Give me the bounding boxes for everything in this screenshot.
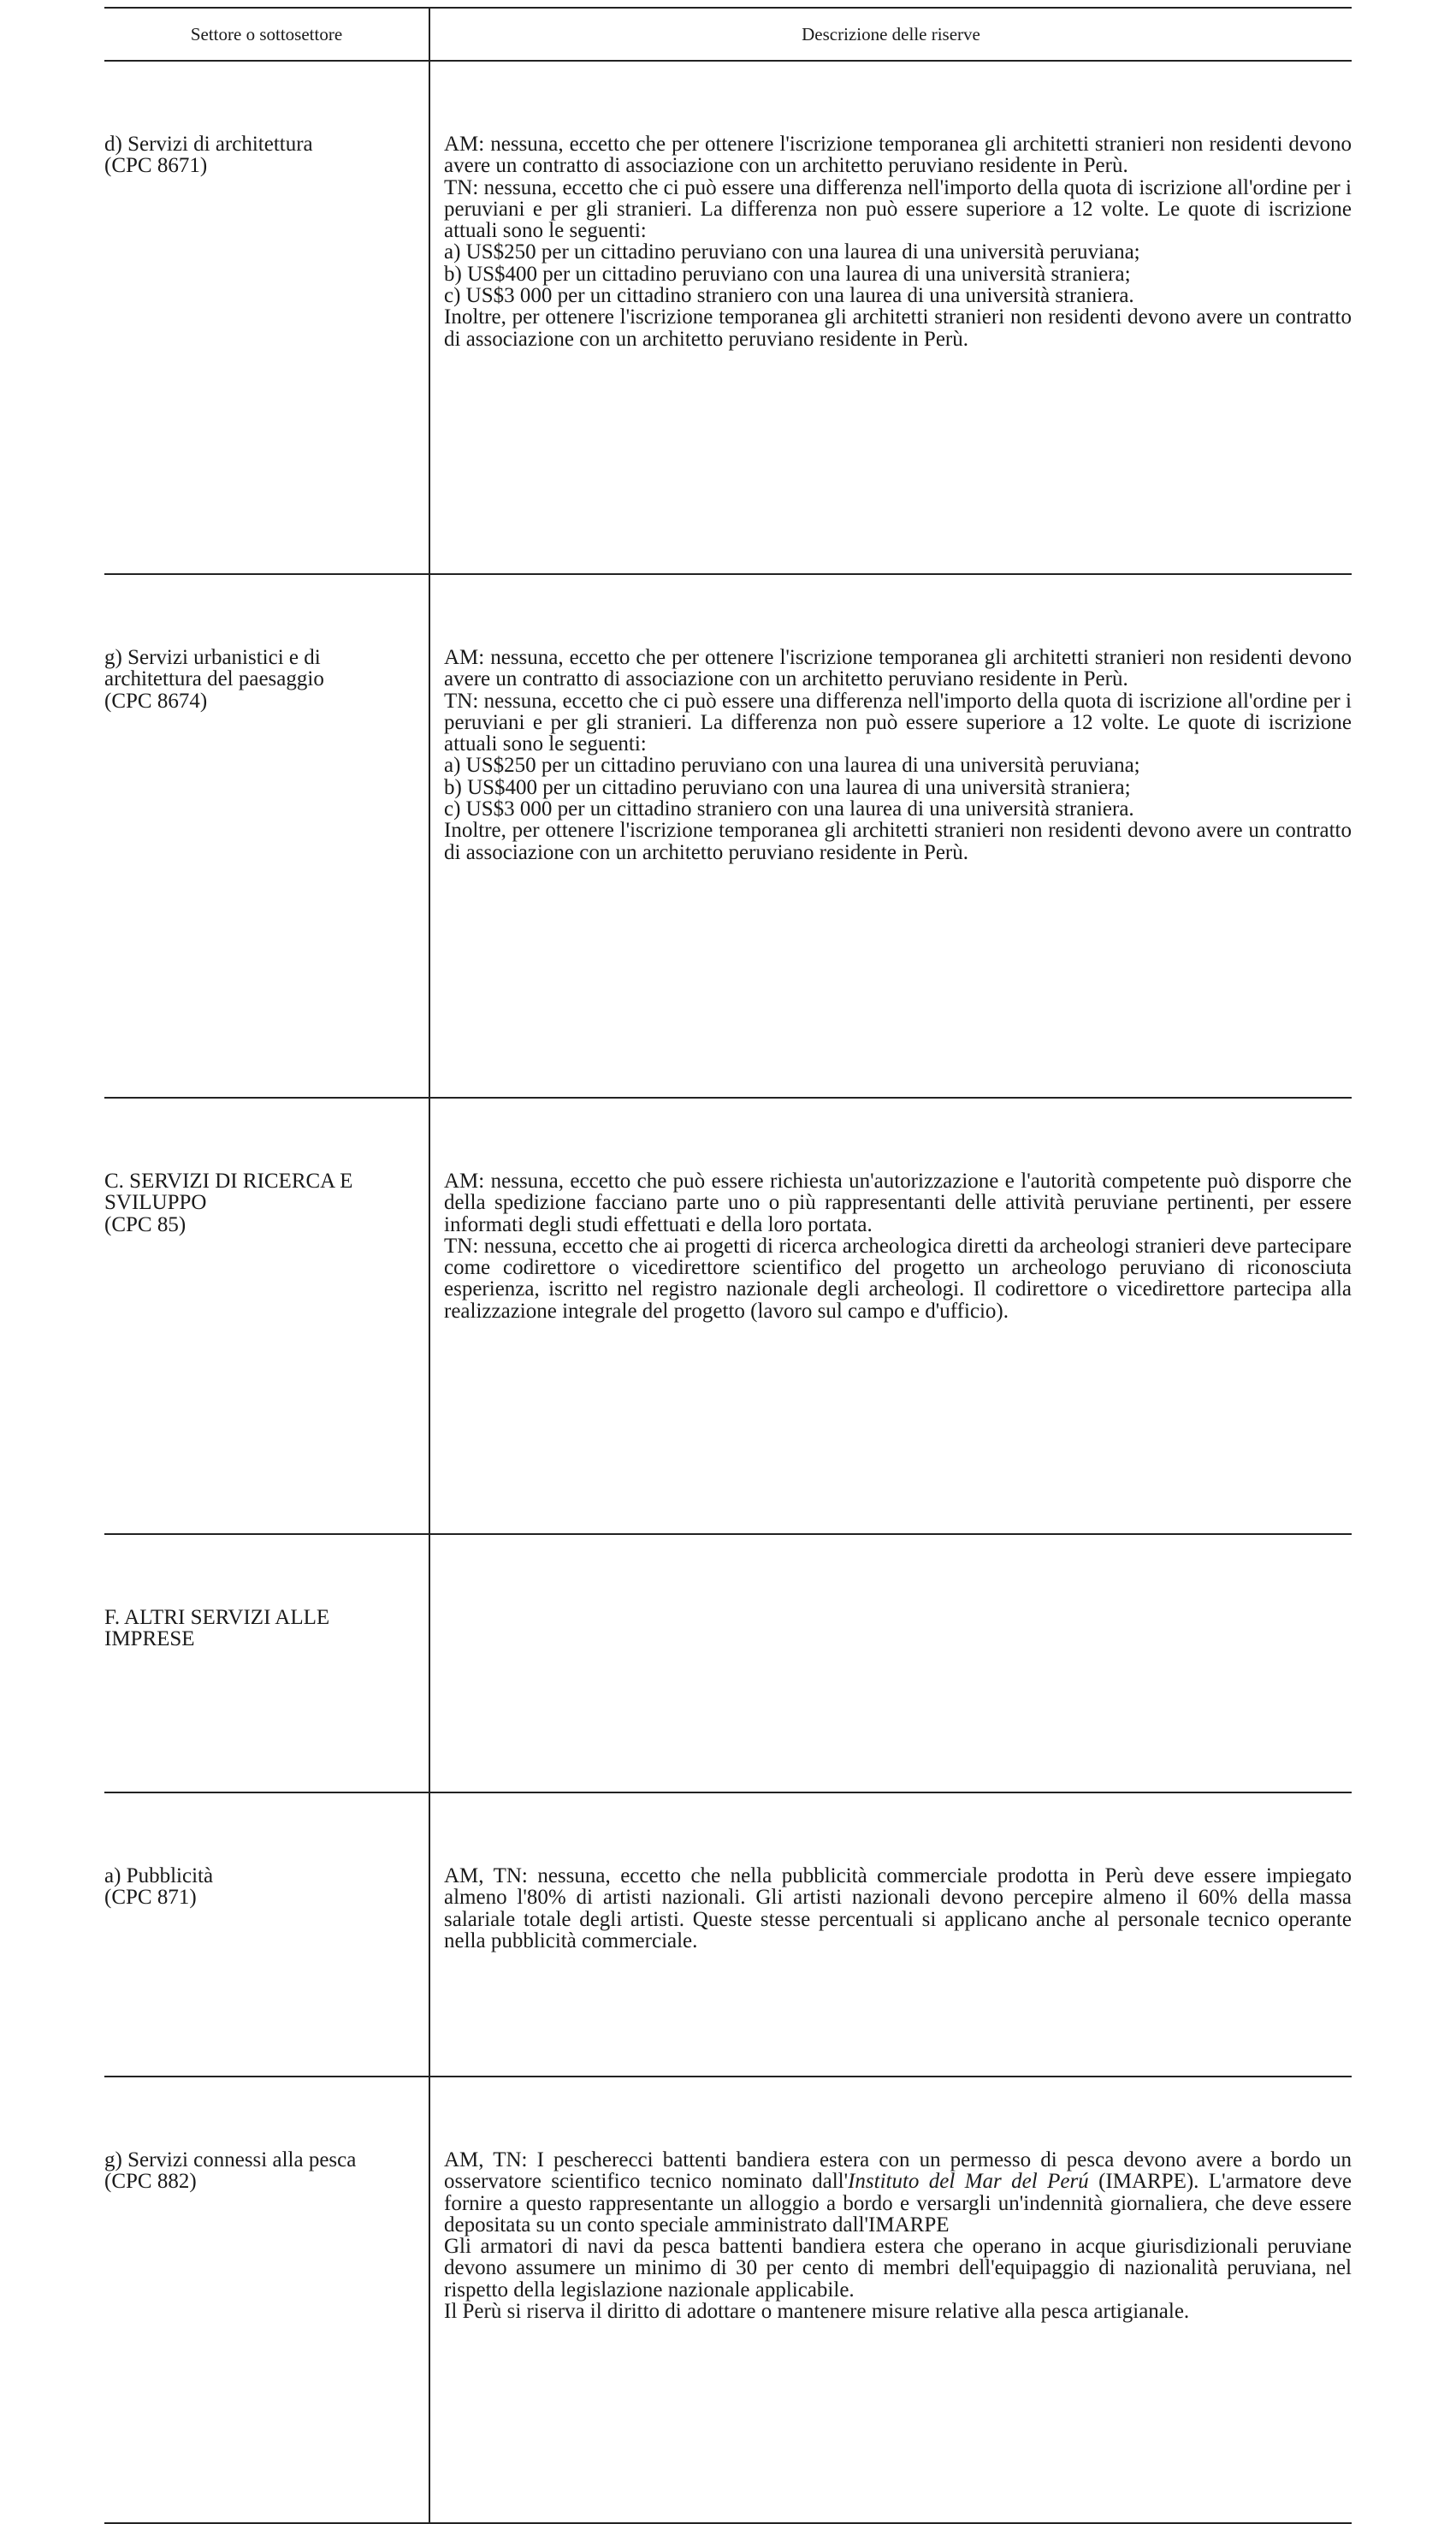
- institute-name: Instituto del Mar del Perú: [848, 2170, 1089, 2194]
- reservation-paragraph: Il Perù si riserva il diritto di adottare o mantenere misure relative alla pesca artigianale.: [444, 2300, 1190, 2324]
- sector-cell: [104, 1534, 429, 1792]
- reservation-paragraph: Inoltre, per ottenere l'iscrizione temporanea gli architetti stranieri non residenti devono avere un contratto di associazione con un architetto peruviano residente in Perù.: [444, 305, 1352, 351]
- sector-name: IMPRESE: [104, 1627, 195, 1651]
- sector-name: SVILUPPO: [104, 1191, 207, 1215]
- sector-code: (CPC 882): [104, 2170, 197, 2194]
- description-cell: [429, 1534, 1352, 1792]
- table-row: [104, 61, 1352, 574]
- document-page: [104, 7, 1352, 2524]
- sector-cell: [104, 1098, 429, 1534]
- sector-name: d) Servizi di architettura: [104, 133, 313, 156]
- reservation-paragraph: AM: nessuna, eccetto che può essere richiesta un'autorizzazione e l'autorità competente può disporre che della spedizione facciano parte uno o più rappresentanti delle attività peruviane pertinenti, per essere informati degli studi effettuati e della loro portata.: [444, 1170, 1352, 1236]
- reservation-paragraph: Inoltre, per ottenere l'iscrizione temporanea gli architetti stranieri non residenti devono avere un contratto di associazione con un architetto peruviano residente in Perù.: [444, 819, 1352, 864]
- description-cell: [429, 574, 1352, 1098]
- reservation-paragraph: TN: nessuna, eccetto che ci può essere una differenza nell'importo della quota di iscrizione all'ordine per i peruviani e per gli stranieri. La differenza non può essere superiore a 12 volte. Le quote di iscrizione attuali sono le seguenti:: [444, 175, 1352, 243]
- fee-item: a) US$250 per un cittadino peruviano con una laurea di una università peruviana;: [444, 754, 1140, 778]
- fee-item: b) US$400 per un cittadino peruviano con una laurea di una università straniera;: [444, 775, 1131, 799]
- sector-code: (CPC 871): [104, 1886, 197, 1910]
- reservation-paragraph: Gli armatori di navi da pesca battenti bandiera estera che operano in acque giurisdizionali peruviane devono assumere un minimo di 30 per cento di membri dell'equipaggio di nazionalità peruviana, nel rispetto della legislazione nazionale applicabile.: [444, 2235, 1352, 2302]
- reservation-paragraph: [444, 2149, 1352, 2236]
- reservations-table: [104, 7, 1352, 2524]
- description-cell: [429, 1098, 1352, 1534]
- sector-cell: [104, 61, 429, 574]
- reservation-paragraph: AM: nessuna, eccetto che per ottenere l'iscrizione temporanea gli architetti stranieri non residenti devono avere un contratto di associazione con un architetto peruviano residente in Perù.: [444, 133, 1352, 178]
- reservation-paragraph: AM: nessuna, eccetto che per ottenere l'iscrizione temporanea gli architetti stranieri non residenti devono avere un contratto di associazione con un architetto peruviano residente in Perù.: [444, 646, 1352, 691]
- header-sector: Settore o sottosettore: [104, 8, 429, 61]
- fee-item: c) US$3 000 per un cittadino straniero con una laurea di una università straniera.: [444, 797, 1134, 821]
- table-row: [104, 1792, 1352, 2077]
- sector-name: F. ALTRI SERVIZI ALLE: [104, 1606, 330, 1629]
- sector-cell: [104, 2077, 429, 2523]
- table-row: [104, 2077, 1352, 2523]
- table-row: [104, 1534, 1352, 1792]
- description-cell: [429, 2077, 1352, 2523]
- table-row: [104, 1098, 1352, 1534]
- fee-item: a) US$250 per un cittadino peruviano con una laurea di una università peruviana;: [444, 240, 1140, 264]
- sector-cell: [104, 574, 429, 1098]
- sector-name: architettura del paesaggio: [104, 667, 324, 691]
- sector-code: (CPC 8671): [104, 154, 208, 178]
- table-header-row: [104, 8, 1352, 61]
- text-run: AM, TN: I pescherecci battenti bandiera estera con un permesso di pesca devono avere a bordo un osservatore scientifico tecnico nominato dall': [444, 2148, 1352, 2194]
- text-run: (IMARPE). L'armatore deve fornire a questo rappresentante un alloggio a bordo e versargli un'indennità giornaliera, che deve essere depositata su un conto speciale amministrato dall'IMARPE: [444, 2170, 1352, 2237]
- reservation-paragraph: AM, TN: nessuna, eccetto che nella pubblicità commerciale prodotta in Perù deve essere impiegato almeno l'80% di artisti nazionali. Gli artisti nazionali devono percepire almeno il 60% della massa salariale totale degli artisti. Queste stesse percentuali si applicano anche al personale tecnico operante nella pubblicità commerciale.: [444, 1864, 1352, 1952]
- fee-item: c) US$3 000 per un cittadino straniero con una laurea di una università straniera.: [444, 284, 1134, 308]
- sector-name: C. SERVIZI DI RICERCA E: [104, 1170, 353, 1193]
- header-description: Descrizione delle riserve: [429, 8, 1352, 61]
- sector-name: g) Servizi urbanistici e di: [104, 646, 321, 669]
- sector-code: (CPC 8674): [104, 689, 208, 713]
- reservation-paragraph: TN: nessuna, eccetto che ci può essere una differenza nell'importo della quota di iscrizione all'ordine per i peruviani e per gli stranieri. La differenza non può essere superiore a 12 volte. Le quote di iscrizione attuali sono le seguenti:: [444, 689, 1352, 756]
- sector-code: (CPC 85): [104, 1212, 186, 1236]
- table-row: [104, 574, 1352, 1098]
- description-cell: [429, 61, 1352, 574]
- sector-name: a) Pubblicità: [104, 1864, 214, 1887]
- sector-cell: [104, 1792, 429, 2077]
- fee-item: b) US$400 per un cittadino peruviano con una laurea di una università straniera;: [444, 262, 1131, 286]
- description-cell: [429, 1792, 1352, 2077]
- reservation-paragraph: TN: nessuna, eccetto che ai progetti di ricerca archeologica diretti da archeologi stranieri deve partecipare come codirettore o vicedirettore scientifico del progetto un archeologo peruviano di riconosciuta esperienza, iscritto nel registro nazionale degli archeologi. Il codirettore o vicedirettore partecipa alla realizzazione integrale del progetto (lavoro sul campo e d'ufficio).: [444, 1234, 1352, 1323]
- sector-name: g) Servizi connessi alla pesca: [104, 2148, 357, 2171]
